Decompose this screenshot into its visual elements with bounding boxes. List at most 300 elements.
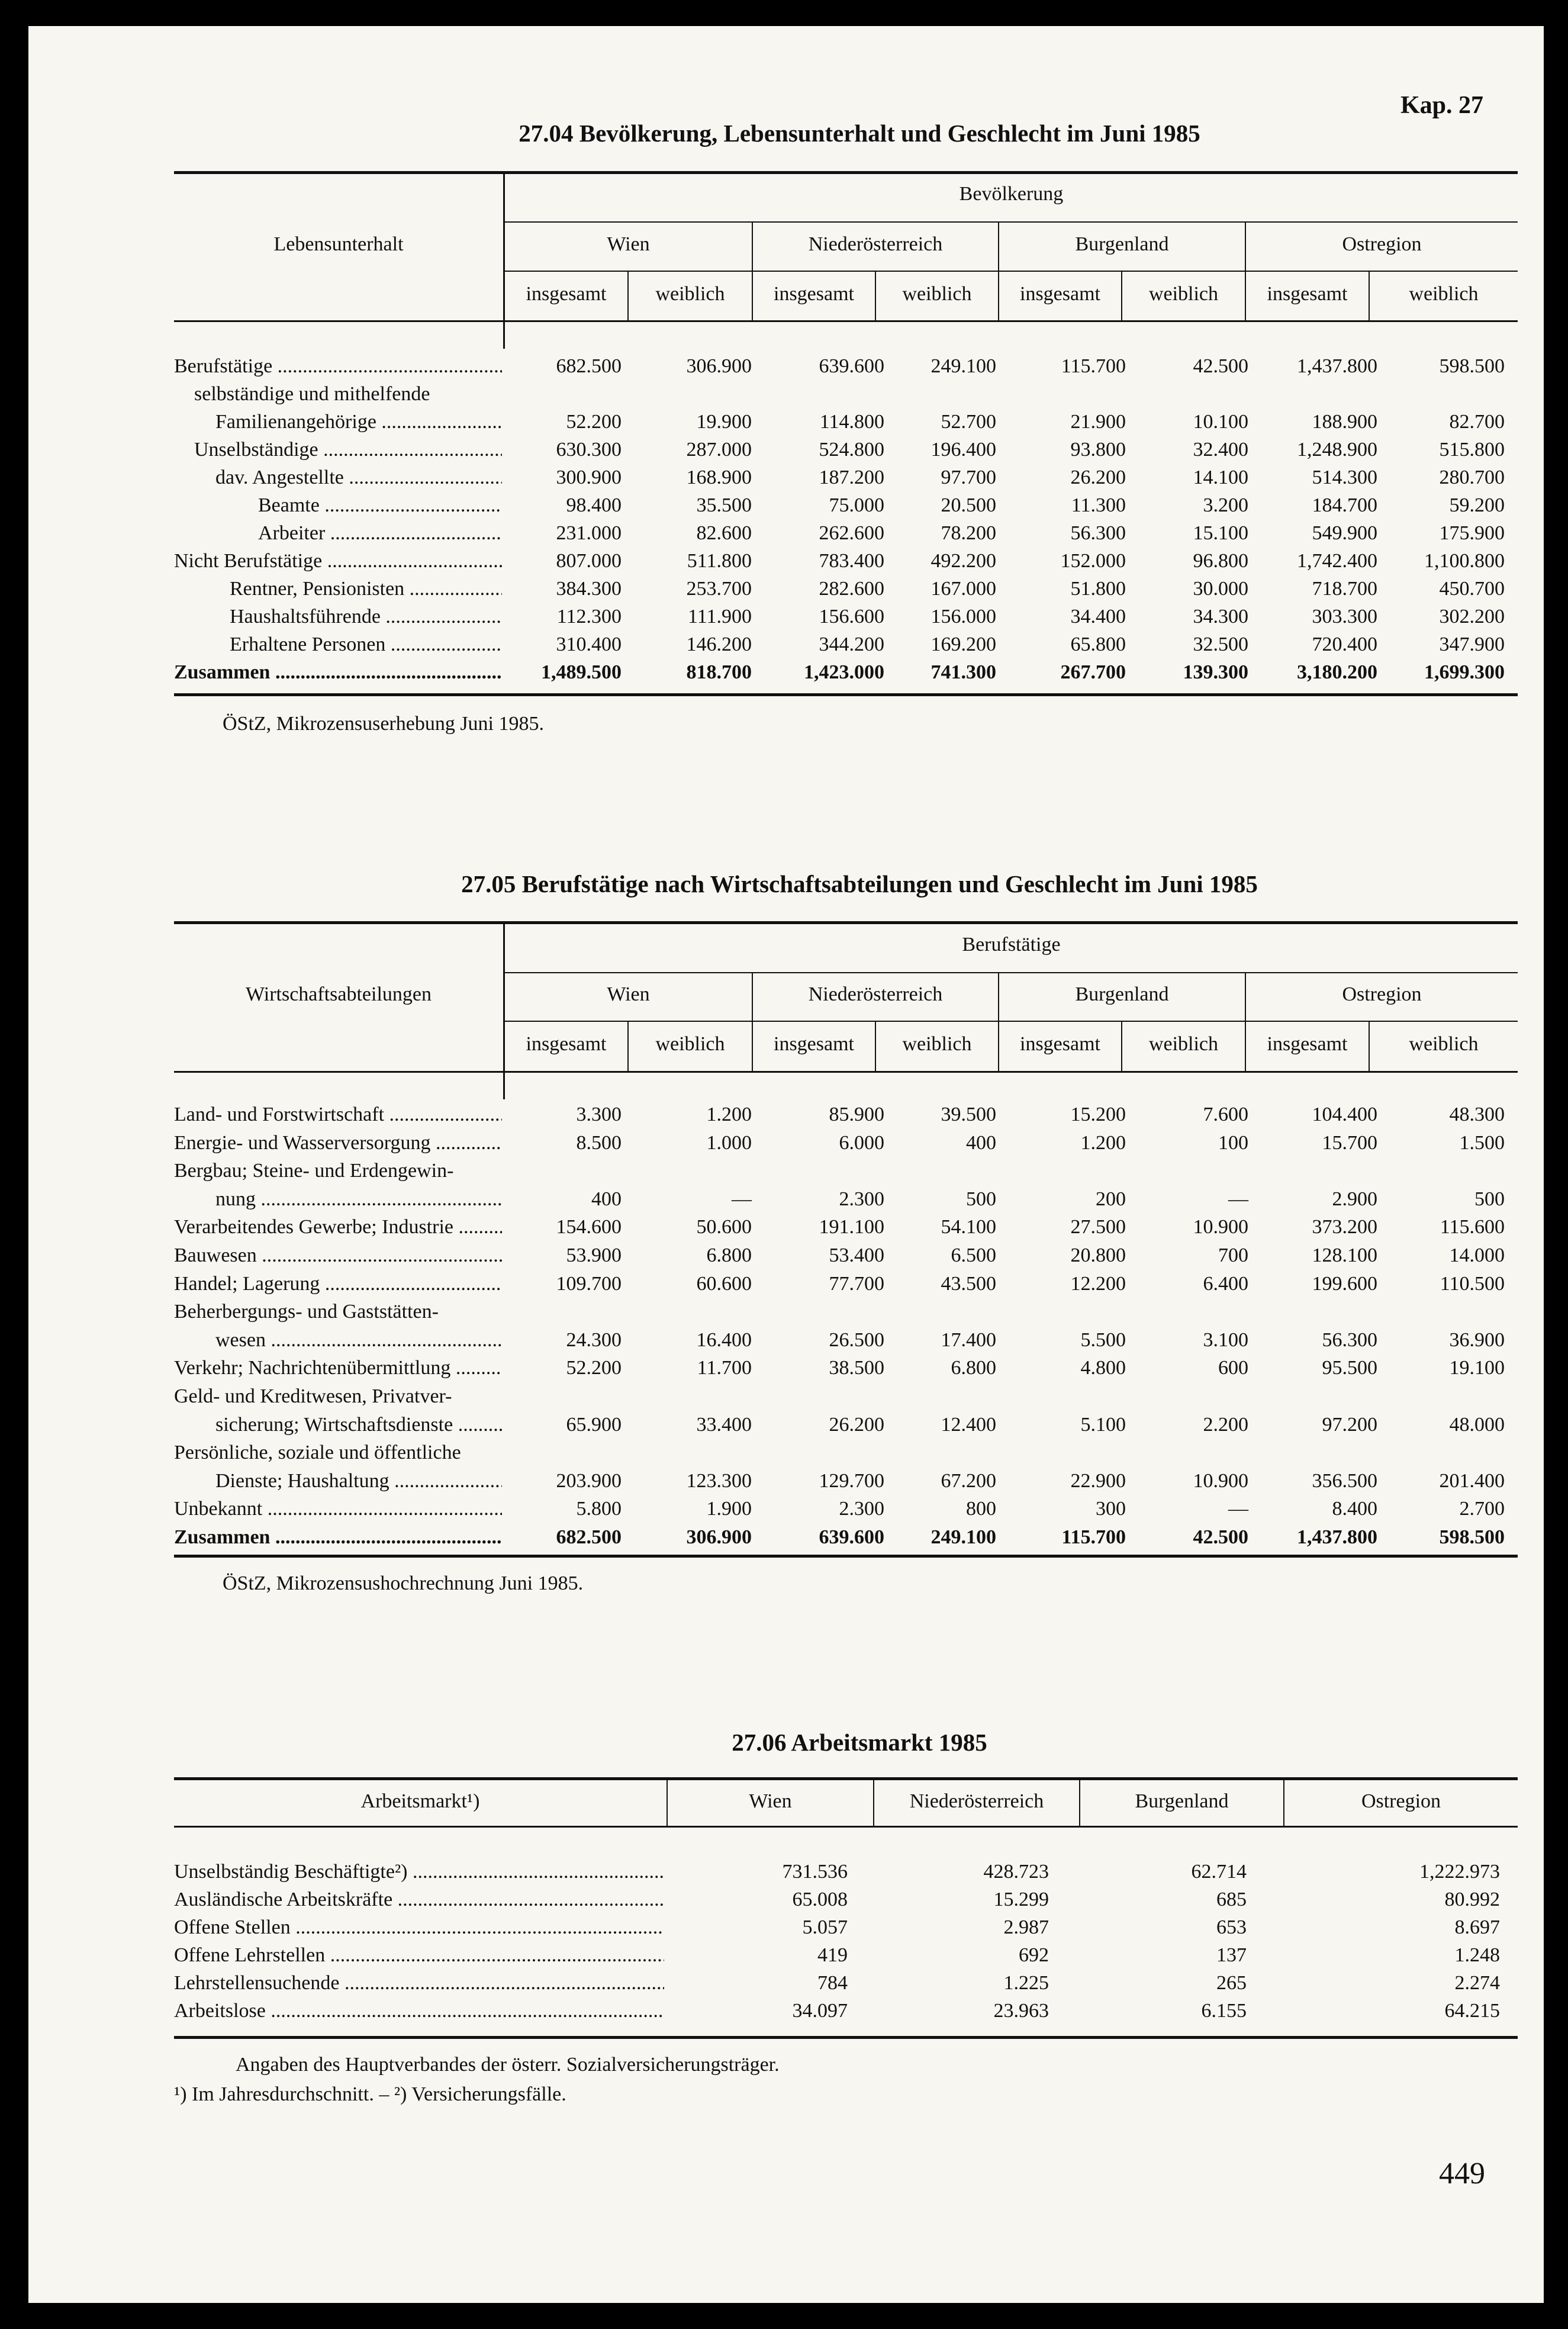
table-cell: 310.400 — [556, 633, 622, 655]
document-page — [28, 26, 1544, 2303]
row-label: Unbekannt ..... — [174, 1495, 502, 1523]
table-cell: 287.000 — [686, 439, 752, 461]
row-label: Rentner, Pensionisten ..... — [230, 575, 502, 603]
table-row — [174, 380, 1518, 408]
table-cell: 3.300 — [576, 1104, 622, 1125]
table-cell: 201.400 — [1439, 1469, 1505, 1492]
table-cell: 1.248 — [1454, 1944, 1500, 1966]
table-cell: 280.700 — [1439, 467, 1505, 488]
row-label: Bergbau; Steine- und Erdengewin- — [174, 1160, 454, 1182]
table-cell: 43.500 — [941, 1272, 996, 1295]
table-cell: 80.992 — [1444, 1889, 1500, 1910]
table-row — [174, 547, 1518, 575]
table-cell: 20.800 — [1070, 1244, 1126, 1266]
table-cell: 23.963 — [993, 2000, 1049, 2022]
table-cell: 4.800 — [1080, 1357, 1126, 1379]
table-cell: 56.300 — [1322, 1328, 1377, 1351]
table-cell: 231.000 — [556, 522, 622, 544]
table-27-06-stub-header: Arbeitsmarkt¹) — [360, 1790, 480, 1812]
table-row — [174, 436, 1518, 464]
table-cell: 17.400 — [941, 1328, 996, 1351]
page-number: 449 — [1439, 2157, 1485, 2190]
table-cell: 115.700 — [1061, 355, 1126, 377]
table-cell: 2.300 — [839, 1188, 884, 1210]
table-cell: 52.200 — [566, 411, 622, 433]
sub-header: weiblich — [902, 1033, 972, 1055]
table-cell: 75.000 — [829, 494, 884, 516]
table-cell: 65.008 — [792, 1889, 848, 1910]
column-header: Ostregion — [1361, 1790, 1441, 1812]
table-cell: 300 — [1096, 1498, 1126, 1520]
table-cell: 300.900 — [556, 467, 622, 488]
table-27-06-title: 27.06 Arbeitsmarkt 1985 — [732, 1729, 987, 1756]
table-cell: 67.200 — [941, 1469, 996, 1492]
table-27-04-title: 27.04 Bevölkerung, Lebensunterhalt und Geschlecht im Juni 1985 — [519, 120, 1200, 147]
table-cell: 731.536 — [782, 1861, 848, 1883]
table-cell: 112.300 — [556, 606, 622, 628]
table-row — [174, 491, 1518, 519]
table-cell: 175.900 — [1439, 522, 1505, 544]
row-label: Beamte ..... — [258, 491, 502, 519]
table-cell: 5.500 — [1080, 1328, 1126, 1351]
table-cell: 60.600 — [696, 1272, 752, 1295]
table-row — [174, 1213, 1518, 1241]
table-cell: 27.500 — [1070, 1216, 1126, 1239]
column-header: Burgenland — [1135, 1790, 1229, 1812]
table-cell: 741.300 — [931, 661, 996, 683]
table-cell: 22.900 — [1070, 1469, 1126, 1492]
table-cell: 15.700 — [1322, 1131, 1377, 1154]
table-cell: 302.200 — [1439, 606, 1505, 628]
table-cell: 514.300 — [1312, 467, 1377, 488]
table-cell: 15.299 — [993, 1889, 1049, 1910]
table-cell: 2.987 — [1003, 1916, 1049, 1938]
row-label: Erhaltene Personen ..... — [230, 630, 502, 658]
table-row — [174, 1354, 1518, 1382]
table-row — [174, 1997, 1518, 2025]
row-label: Handel; Lagerung ..... — [174, 1270, 502, 1298]
table-cell: 6.400 — [1203, 1272, 1248, 1295]
row-label: Arbeitslose ..... — [174, 1997, 664, 2025]
table-cell: 800 — [966, 1498, 996, 1520]
table-row — [174, 1495, 1518, 1523]
table-27-06-source: Angaben des Hauptverbandes der österr. Sozialversicherungsträger. — [236, 2054, 780, 2076]
table-cell: 373.200 — [1312, 1216, 1377, 1239]
table-cell: 1.200 — [1080, 1131, 1126, 1154]
table-cell: 5.100 — [1080, 1413, 1126, 1436]
table-cell: 128.100 — [1312, 1244, 1377, 1266]
table-cell: 53.900 — [566, 1244, 622, 1266]
table-cell: 82.600 — [696, 522, 752, 544]
region-header: Burgenland — [1075, 233, 1169, 255]
table-cell: 1,437.800 — [1297, 355, 1377, 377]
row-label: selbständige und mithelfende — [194, 383, 430, 405]
table-cell: 639.600 — [819, 355, 884, 377]
table-cell: — — [732, 1188, 752, 1210]
row-label: Verarbeitendes Gewerbe; Industrie ..... — [174, 1213, 502, 1241]
table-cell: 65.900 — [566, 1413, 622, 1436]
region-header: Niederösterreich — [808, 233, 943, 255]
table-cell: 110.500 — [1440, 1272, 1505, 1295]
row-label: Unselbständig Beschäftigte²) ..... — [174, 1858, 664, 1886]
row-label: Persönliche, soziale und öffentliche — [174, 1442, 461, 1464]
table-cell: 8.400 — [1332, 1498, 1377, 1520]
table-cell: 6.000 — [839, 1131, 884, 1154]
row-label: Zusammen ..... — [174, 658, 502, 686]
table-cell: 156.600 — [819, 606, 884, 628]
table-row — [174, 1913, 1518, 1941]
table-cell: 115.600 — [1440, 1216, 1505, 1239]
table-cell: 14.000 — [1449, 1244, 1505, 1266]
table-cell: 400 — [591, 1188, 622, 1210]
row-label: nung ..... — [215, 1185, 502, 1213]
table-cell: 168.900 — [686, 467, 752, 488]
table-cell: 15.200 — [1070, 1104, 1126, 1125]
table-row — [174, 1382, 1518, 1410]
table-row — [174, 408, 1518, 436]
table-cell: 306.900 — [686, 1526, 752, 1548]
sub-header: insgesamt — [774, 1033, 854, 1055]
table-row — [174, 1241, 1518, 1269]
table-cell: 156.000 — [931, 606, 996, 628]
table-row — [174, 658, 1518, 686]
table-cell: 682.500 — [556, 1526, 622, 1548]
table-row — [174, 1439, 1518, 1466]
table-cell: 598.500 — [1439, 355, 1505, 377]
table-cell: 2.300 — [839, 1498, 884, 1520]
table-cell: 8.697 — [1454, 1916, 1500, 1938]
table-row — [174, 630, 1518, 658]
table-cell: 2.274 — [1454, 1972, 1500, 1994]
table-cell: 6.155 — [1201, 2000, 1247, 2022]
table-cell: 35.500 — [696, 494, 752, 516]
table-cell: 1,742.400 — [1297, 550, 1377, 572]
table-cell: 19.900 — [696, 411, 752, 433]
table-27-05-title: 27.05 Berufstätige nach Wirtschaftsabteilungen und Geschlecht im Juni 1985 — [461, 870, 1258, 897]
table-cell: 21.900 — [1070, 411, 1126, 433]
sub-header: weiblich — [655, 1033, 725, 1055]
row-label: Unselbständige ..... — [194, 436, 502, 464]
table-cell: 85.900 — [829, 1104, 884, 1125]
table-cell: 2.700 — [1459, 1498, 1505, 1520]
row-label: Zusammen ..... — [174, 1523, 502, 1551]
table-cell: 600 — [1218, 1357, 1248, 1379]
table-cell: 500 — [1474, 1188, 1505, 1210]
table-cell: 12.200 — [1070, 1272, 1126, 1295]
table-cell: 26.500 — [829, 1328, 884, 1351]
table-cell: 188.900 — [1312, 411, 1377, 433]
table-cell: 32.400 — [1193, 439, 1248, 461]
table-cell: 93.800 — [1070, 439, 1126, 461]
region-header: Niederösterreich — [808, 983, 943, 1005]
table-cell: 511.800 — [687, 550, 752, 572]
table-cell: 419 — [817, 1944, 848, 1966]
table-cell: 38.500 — [829, 1357, 884, 1379]
table-cell: 2.900 — [1332, 1188, 1377, 1210]
table-cell: 34.300 — [1193, 606, 1248, 628]
sub-header: weiblich — [655, 283, 725, 305]
region-header: Burgenland — [1075, 983, 1169, 1005]
table-cell: 48.300 — [1449, 1104, 1505, 1125]
table-cell: 114.800 — [819, 411, 884, 433]
table-cell: 1.500 — [1459, 1131, 1505, 1154]
table-cell: 200 — [1096, 1188, 1126, 1210]
table-cell: 30.000 — [1193, 578, 1248, 600]
table-cell: 16.400 — [696, 1328, 752, 1351]
row-label: Bauwesen ..... — [174, 1241, 502, 1269]
table-27-04-group-header: Bevölkerung — [959, 183, 1064, 205]
table-cell: 10.100 — [1193, 411, 1248, 433]
table-cell: 1.200 — [706, 1104, 752, 1125]
table-cell: 11.300 — [1071, 494, 1126, 516]
table-row — [174, 1185, 1518, 1213]
table-row — [174, 1858, 1518, 1886]
table-cell: 15.100 — [1193, 522, 1248, 544]
table-cell: 262.600 — [819, 522, 884, 544]
table-cell: 95.500 — [1322, 1357, 1377, 1379]
table-cell: 356.500 — [1312, 1469, 1377, 1492]
column-header: Niederösterreich — [909, 1790, 1044, 1812]
table-cell: 169.200 — [931, 633, 996, 655]
table-cell: 64.215 — [1444, 2000, 1500, 2022]
table-cell: 199.600 — [1312, 1272, 1377, 1295]
table-cell: 33.400 — [696, 1413, 752, 1436]
table-cell: 14.100 — [1193, 467, 1248, 488]
table-row — [174, 1886, 1518, 1913]
table-cell: 720.400 — [1312, 633, 1377, 655]
table-27-06-footnote: ¹) Im Jahresdurchschnitt. – ²) Versicherungsfälle. — [174, 2083, 566, 2105]
table-row — [174, 1270, 1518, 1298]
table-cell: 51.800 — [1070, 578, 1126, 600]
table-cell: 700 — [1218, 1244, 1248, 1266]
row-label: Verkehr; Nachrichtenübermittlung ..... — [174, 1354, 502, 1382]
table-cell: — — [1228, 1498, 1248, 1520]
table-cell: 783.400 — [819, 550, 884, 572]
table-cell: 10.900 — [1193, 1216, 1248, 1239]
table-cell: 12.400 — [941, 1413, 996, 1436]
sub-header: weiblich — [1148, 283, 1219, 305]
table-cell: 253.700 — [686, 578, 752, 600]
table-cell: 109.700 — [556, 1272, 622, 1295]
table-cell: 1,100.800 — [1424, 550, 1505, 572]
table-cell: 78.200 — [941, 522, 996, 544]
sub-header: insgesamt — [774, 283, 854, 305]
table-cell: 19.100 — [1449, 1357, 1505, 1379]
table-cell: 104.400 — [1312, 1104, 1377, 1125]
table-cell: 598.500 — [1439, 1526, 1505, 1548]
table-cell: 428.723 — [983, 1861, 1049, 1883]
table-cell: 718.700 — [1312, 578, 1377, 600]
table-cell: 97.700 — [941, 467, 996, 488]
table-cell: 154.600 — [556, 1216, 622, 1239]
row-label: Lehrstellensuchende ..... — [174, 1969, 664, 1997]
table-cell: 682.500 — [556, 355, 622, 377]
table-cell: 653 — [1216, 1916, 1247, 1938]
table-cell: 450.700 — [1439, 578, 1505, 600]
table-row — [174, 352, 1518, 380]
table-cell: 639.600 — [819, 1526, 884, 1548]
table-cell: 1.225 — [1003, 1972, 1049, 1994]
table-cell: 98.400 — [566, 494, 622, 516]
table-cell: 265 — [1216, 1972, 1247, 1994]
table-cell: 77.700 — [829, 1272, 884, 1295]
table-row — [174, 1101, 1518, 1128]
table-cell: 524.800 — [819, 439, 884, 461]
table-cell: 52.200 — [566, 1357, 622, 1379]
row-label: dav. Angestellte ..... — [215, 464, 502, 491]
table-cell: 11.700 — [697, 1357, 752, 1379]
table-cell: 1,489.500 — [541, 661, 622, 683]
table-cell: 111.900 — [688, 606, 752, 628]
table-cell: 24.300 — [566, 1328, 622, 1351]
table-row — [174, 1129, 1518, 1157]
table-27-04-stub-header: Lebensunterhalt — [273, 233, 404, 255]
table-cell: 123.300 — [686, 1469, 752, 1492]
sub-header: insgesamt — [526, 283, 607, 305]
table-cell: 65.800 — [1070, 633, 1126, 655]
row-label: Berufstätige ..... — [174, 352, 502, 380]
region-header: Ostregion — [1342, 233, 1422, 255]
row-label: Offene Lehrstellen ..... — [174, 1941, 664, 1969]
table-cell: 53.400 — [829, 1244, 884, 1266]
table-row — [174, 1467, 1518, 1495]
table-row — [174, 603, 1518, 630]
table-cell: 191.100 — [819, 1216, 884, 1239]
row-label: wesen ..... — [215, 1326, 502, 1354]
table-cell: 152.000 — [1060, 550, 1126, 572]
table-row — [174, 1298, 1518, 1326]
table-cell: 3.100 — [1203, 1328, 1248, 1351]
sub-header: weiblich — [1148, 1033, 1219, 1055]
table-cell: 184.700 — [1312, 494, 1377, 516]
table-cell: 515.800 — [1439, 439, 1505, 461]
sub-header: insgesamt — [1267, 1033, 1348, 1055]
sub-header: insgesamt — [1267, 283, 1348, 305]
table-cell: 1.000 — [706, 1131, 752, 1154]
table-cell: 34.097 — [792, 2000, 848, 2022]
table-cell: 59.200 — [1449, 494, 1505, 516]
table-cell: 10.900 — [1193, 1469, 1248, 1492]
table-cell: 34.400 — [1070, 606, 1126, 628]
sub-header: weiblich — [1409, 1033, 1479, 1055]
table-cell: 249.100 — [931, 355, 996, 377]
table-cell: 282.600 — [819, 578, 884, 600]
chapter-label: Kap. 27 — [1400, 92, 1484, 119]
table-cell: 303.300 — [1312, 606, 1377, 628]
table-cell: 306.900 — [686, 355, 752, 377]
table-row — [174, 575, 1518, 603]
table-cell: 2.200 — [1203, 1413, 1248, 1436]
sub-header: insgesamt — [1020, 1033, 1100, 1055]
row-label: Ausländische Arbeitskräfte ..... — [174, 1886, 664, 1913]
row-label: Land- und Forstwirtschaft ..... — [174, 1101, 502, 1128]
table-cell: — — [1228, 1188, 1248, 1210]
table-row — [174, 1941, 1518, 1969]
table-cell: 1,248.900 — [1297, 439, 1377, 461]
row-label: Energie- und Wasserversorgung ..... — [174, 1129, 502, 1157]
row-label: Beherbergungs- und Gaststätten- — [174, 1301, 439, 1323]
table-cell: 1,437.800 — [1297, 1526, 1377, 1548]
table-cell: 82.700 — [1449, 411, 1505, 433]
table-cell: 1,222.973 — [1419, 1861, 1500, 1883]
row-label: Offene Stellen ..... — [174, 1913, 664, 1941]
table-cell: 52.700 — [941, 411, 996, 433]
table-row — [174, 1969, 1518, 1997]
table-cell: 1,699.300 — [1424, 661, 1505, 683]
table-cell: 32.500 — [1193, 633, 1248, 655]
table-cell: 100 — [1218, 1131, 1248, 1154]
table-cell: 48.000 — [1449, 1413, 1505, 1436]
table-cell: 36.900 — [1449, 1328, 1505, 1351]
table-cell: 167.000 — [931, 578, 996, 600]
table-cell: 39.500 — [941, 1104, 996, 1125]
table-cell: 8.500 — [576, 1131, 622, 1154]
table-cell: 42.500 — [1193, 1526, 1248, 1548]
table-27-05-source: ÖStZ, Mikrozensushochrechnung Juni 1985. — [223, 1572, 584, 1594]
table-row — [174, 1326, 1518, 1354]
table-cell: 56.300 — [1070, 522, 1126, 544]
table-cell: 97.200 — [1322, 1413, 1377, 1436]
region-header: Wien — [607, 983, 650, 1005]
table-27-05-stub-header: Wirtschaftsabteilungen — [246, 983, 432, 1005]
table-cell: 249.100 — [931, 1526, 996, 1548]
sub-header: insgesamt — [526, 1033, 607, 1055]
table-cell: 62.714 — [1191, 1861, 1247, 1883]
table-cell: 807.000 — [556, 550, 622, 572]
row-label: Haushaltsführende ..... — [230, 603, 502, 630]
table-cell: 50.600 — [696, 1216, 752, 1239]
table-row — [174, 1523, 1518, 1551]
table-cell: 26.200 — [1070, 467, 1126, 488]
row-label: Nicht Berufstätige ..... — [174, 547, 502, 575]
table-row — [174, 519, 1518, 547]
table-cell: 1,423.000 — [804, 661, 884, 683]
table-cell: 129.700 — [819, 1469, 884, 1492]
table-cell: 7.600 — [1203, 1104, 1248, 1125]
table-cell: 20.500 — [941, 494, 996, 516]
table-cell: 1.900 — [706, 1498, 752, 1520]
table-cell: 196.400 — [931, 439, 996, 461]
region-header: Ostregion — [1342, 983, 1422, 1005]
table-cell: 267.700 — [1060, 661, 1126, 683]
table-cell: 203.900 — [556, 1469, 622, 1492]
table-cell: 492.200 — [931, 550, 996, 572]
table-row — [174, 1411, 1518, 1439]
table-cell: 6.800 — [706, 1244, 752, 1266]
table-cell: 5.800 — [576, 1498, 622, 1520]
table-cell: 42.500 — [1193, 355, 1248, 377]
sub-header: weiblich — [1409, 283, 1479, 305]
table-cell: 3.200 — [1203, 494, 1248, 516]
table-cell: 549.900 — [1312, 522, 1377, 544]
row-label: Arbeiter ..... — [258, 519, 502, 547]
table-cell: 146.200 — [686, 633, 752, 655]
column-header: Wien — [749, 1790, 792, 1812]
table-cell: 344.200 — [819, 633, 884, 655]
table-cell: 6.500 — [951, 1244, 996, 1266]
table-cell: 137 — [1216, 1944, 1247, 1966]
row-label: Familienangehörige ..... — [215, 408, 502, 436]
table-cell: 5.057 — [802, 1916, 848, 1938]
table-cell: 6.800 — [951, 1357, 996, 1379]
sub-header: weiblich — [902, 283, 972, 305]
table-cell: 685 — [1216, 1889, 1247, 1910]
table-cell: 692 — [1019, 1944, 1049, 1966]
table-27-05-group-header: Berufstätige — [962, 934, 1061, 956]
table-cell: 26.200 — [829, 1413, 884, 1436]
table-cell: 187.200 — [819, 467, 884, 488]
table-cell: 96.800 — [1193, 550, 1248, 572]
